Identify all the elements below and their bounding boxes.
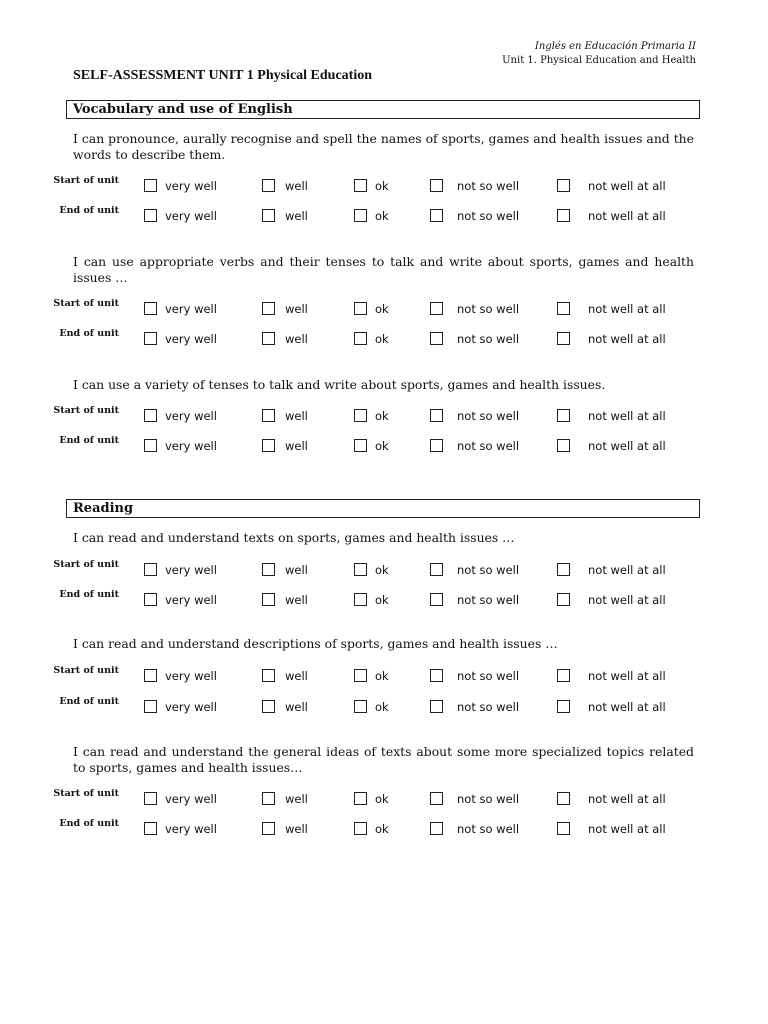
option-label: not so well	[457, 439, 520, 453]
option-label: not so well	[457, 332, 520, 346]
row-start-of-unit	[0, 175, 768, 194]
checkbox-well[interactable]	[262, 792, 275, 805]
page-header	[502, 40, 696, 68]
checkbox-ok[interactable]	[354, 332, 367, 345]
option-label: ok	[375, 700, 389, 714]
option-label: ok	[375, 822, 389, 836]
checkbox-well[interactable]	[262, 409, 275, 422]
checkbox-not-so-well[interactable]	[430, 792, 443, 805]
option-label: well	[285, 822, 308, 836]
option-label: ok	[375, 439, 389, 453]
row-end-of-unit	[0, 328, 768, 347]
checkbox-ok[interactable]	[354, 409, 367, 422]
checkbox-not-so-well[interactable]	[430, 409, 443, 422]
option-label: not so well	[457, 409, 520, 423]
option-label: well	[285, 332, 308, 346]
checkbox-not-so-well[interactable]	[430, 302, 443, 315]
unit-name: Unit 1. Physical Education and Health	[502, 55, 696, 66]
checkbox-very-well[interactable]	[144, 439, 157, 452]
option-label: not so well	[457, 179, 520, 193]
option-label: well	[285, 439, 308, 453]
option-label: not well at all	[588, 669, 666, 683]
statement-1: I can pronounce, aurally recognise and spell the names of sports, games and health issues and the words to describe them.	[73, 131, 694, 162]
statement-6: I can read and understand the general ideas of texts about some more specialized topics related to sports, games and health issues…	[73, 744, 694, 775]
option-label: not so well	[457, 700, 520, 714]
course-name: Inglés en Educación Primaria II	[534, 41, 696, 52]
section-heading-reading: Reading	[66, 499, 700, 518]
checkbox-ok[interactable]	[354, 179, 367, 192]
checkbox-not-well-at-all[interactable]	[557, 700, 570, 713]
option-label: well	[285, 409, 308, 423]
option-label: not well at all	[588, 439, 666, 453]
option-label: very well	[165, 179, 217, 193]
option-label: very well	[165, 822, 217, 836]
option-label: not well at all	[588, 563, 666, 577]
checkbox-ok[interactable]	[354, 822, 367, 835]
row-label: End of unit	[59, 328, 119, 339]
option-label: ok	[375, 593, 389, 607]
row-label: Start of unit	[53, 405, 119, 416]
checkbox-not-so-well[interactable]	[430, 179, 443, 192]
row-end-of-unit	[0, 696, 768, 715]
option-label: not well at all	[588, 822, 666, 836]
checkbox-not-well-at-all[interactable]	[557, 209, 570, 222]
checkbox-well[interactable]	[262, 593, 275, 606]
checkbox-not-so-well[interactable]	[430, 669, 443, 682]
option-label: ok	[375, 792, 389, 806]
row-label: End of unit	[59, 435, 119, 446]
checkbox-ok[interactable]	[354, 700, 367, 713]
checkbox-not-so-well[interactable]	[430, 209, 443, 222]
checkbox-very-well[interactable]	[144, 700, 157, 713]
option-label: ok	[375, 563, 389, 577]
row-label: Start of unit	[53, 559, 119, 570]
row-start-of-unit	[0, 788, 768, 807]
option-label: very well	[165, 700, 217, 714]
checkbox-not-well-at-all[interactable]	[557, 669, 570, 682]
option-label: not so well	[457, 593, 520, 607]
statement-3: I can use a variety of tenses to talk and write about sports, games and health issues.	[73, 377, 606, 392]
row-end-of-unit	[0, 205, 768, 224]
option-label: very well	[165, 563, 217, 577]
checkbox-not-so-well[interactable]	[430, 563, 443, 576]
row-label: End of unit	[59, 696, 119, 707]
option-label: ok	[375, 302, 389, 316]
checkbox-well[interactable]	[262, 209, 275, 222]
checkbox-well[interactable]	[262, 439, 275, 452]
option-label: ok	[375, 332, 389, 346]
option-label: well	[285, 669, 308, 683]
checkbox-ok[interactable]	[354, 792, 367, 805]
checkbox-well[interactable]	[262, 302, 275, 315]
row-start-of-unit	[0, 298, 768, 317]
section-heading-vocabulary: Vocabulary and use of English	[66, 100, 700, 119]
option-label: not well at all	[588, 209, 666, 223]
checkbox-not-so-well[interactable]	[430, 332, 443, 345]
option-label: not well at all	[588, 332, 666, 346]
checkbox-ok[interactable]	[354, 669, 367, 682]
checkbox-not-so-well[interactable]	[430, 593, 443, 606]
checkbox-not-well-at-all[interactable]	[557, 409, 570, 422]
statement-2: I can use appropriate verbs and their tenses to talk and write about sports, games and health issues …	[73, 254, 694, 285]
checkbox-very-well[interactable]	[144, 209, 157, 222]
option-label: not so well	[457, 563, 520, 577]
option-label: very well	[165, 439, 217, 453]
option-label: not well at all	[588, 792, 666, 806]
option-label: not well at all	[588, 593, 666, 607]
option-label: ok	[375, 669, 389, 683]
checkbox-ok[interactable]	[354, 563, 367, 576]
checkbox-ok[interactable]	[354, 302, 367, 315]
statement-5: I can read and understand descriptions of sports, games and health issues …	[73, 636, 558, 651]
row-end-of-unit	[0, 818, 768, 837]
option-label: well	[285, 179, 308, 193]
row-label: Start of unit	[53, 788, 119, 799]
checkbox-well[interactable]	[262, 822, 275, 835]
checkbox-not-well-at-all[interactable]	[557, 593, 570, 606]
checkbox-very-well[interactable]	[144, 563, 157, 576]
checkbox-not-well-at-all[interactable]	[557, 563, 570, 576]
option-label: ok	[375, 409, 389, 423]
option-label: well	[285, 792, 308, 806]
option-label: very well	[165, 792, 217, 806]
option-label: very well	[165, 593, 217, 607]
row-label: Start of unit	[53, 175, 119, 186]
checkbox-not-well-at-all[interactable]	[557, 792, 570, 805]
checkbox-not-so-well[interactable]	[430, 700, 443, 713]
checkbox-not-well-at-all[interactable]	[557, 439, 570, 452]
row-end-of-unit	[0, 589, 768, 608]
option-label: very well	[165, 332, 217, 346]
row-label: End of unit	[59, 205, 119, 216]
option-label: not so well	[457, 209, 520, 223]
checkbox-very-well[interactable]	[144, 669, 157, 682]
checkbox-very-well[interactable]	[144, 792, 157, 805]
option-label: not so well	[457, 792, 520, 806]
row-end-of-unit	[0, 435, 768, 454]
statement-4: I can read and understand texts on sports, games and health issues …	[73, 530, 515, 545]
checkbox-ok[interactable]	[354, 439, 367, 452]
checkbox-very-well[interactable]	[144, 179, 157, 192]
row-label: End of unit	[59, 589, 119, 600]
checkbox-very-well[interactable]	[144, 593, 157, 606]
option-label: not well at all	[588, 409, 666, 423]
checkbox-very-well[interactable]	[144, 302, 157, 315]
option-label: not so well	[457, 669, 520, 683]
checkbox-well[interactable]	[262, 563, 275, 576]
option-label: very well	[165, 669, 217, 683]
option-label: ok	[375, 179, 389, 193]
option-label: not well at all	[588, 302, 666, 316]
checkbox-well[interactable]	[262, 700, 275, 713]
checkbox-well[interactable]	[262, 332, 275, 345]
row-start-of-unit	[0, 559, 768, 578]
checkbox-very-well[interactable]	[144, 409, 157, 422]
checkbox-not-well-at-all[interactable]	[557, 302, 570, 315]
checkbox-well[interactable]	[262, 669, 275, 682]
option-label: well	[285, 209, 308, 223]
checkbox-not-so-well[interactable]	[430, 822, 443, 835]
option-label: not so well	[457, 302, 520, 316]
checkbox-ok[interactable]	[354, 593, 367, 606]
option-label: very well	[165, 302, 217, 316]
option-label: not so well	[457, 822, 520, 836]
option-label: very well	[165, 209, 217, 223]
option-label: well	[285, 593, 308, 607]
checkbox-well[interactable]	[262, 179, 275, 192]
option-label: well	[285, 700, 308, 714]
checkbox-very-well[interactable]	[144, 332, 157, 345]
row-label: End of unit	[59, 818, 119, 829]
option-label: very well	[165, 409, 217, 423]
option-label: not well at all	[588, 700, 666, 714]
option-label: well	[285, 302, 308, 316]
row-label: Start of unit	[53, 298, 119, 309]
checkbox-not-well-at-all[interactable]	[557, 332, 570, 345]
document-title: SELF-ASSESSMENT UNIT 1 Physical Education	[73, 68, 373, 83]
checkbox-not-well-at-all[interactable]	[557, 179, 570, 192]
checkbox-not-well-at-all[interactable]	[557, 822, 570, 835]
checkbox-ok[interactable]	[354, 209, 367, 222]
row-start-of-unit	[0, 405, 768, 424]
option-label: not well at all	[588, 179, 666, 193]
option-label: well	[285, 563, 308, 577]
row-label: Start of unit	[53, 665, 119, 676]
row-start-of-unit	[0, 665, 768, 684]
option-label: ok	[375, 209, 389, 223]
checkbox-very-well[interactable]	[144, 822, 157, 835]
checkbox-not-so-well[interactable]	[430, 439, 443, 452]
